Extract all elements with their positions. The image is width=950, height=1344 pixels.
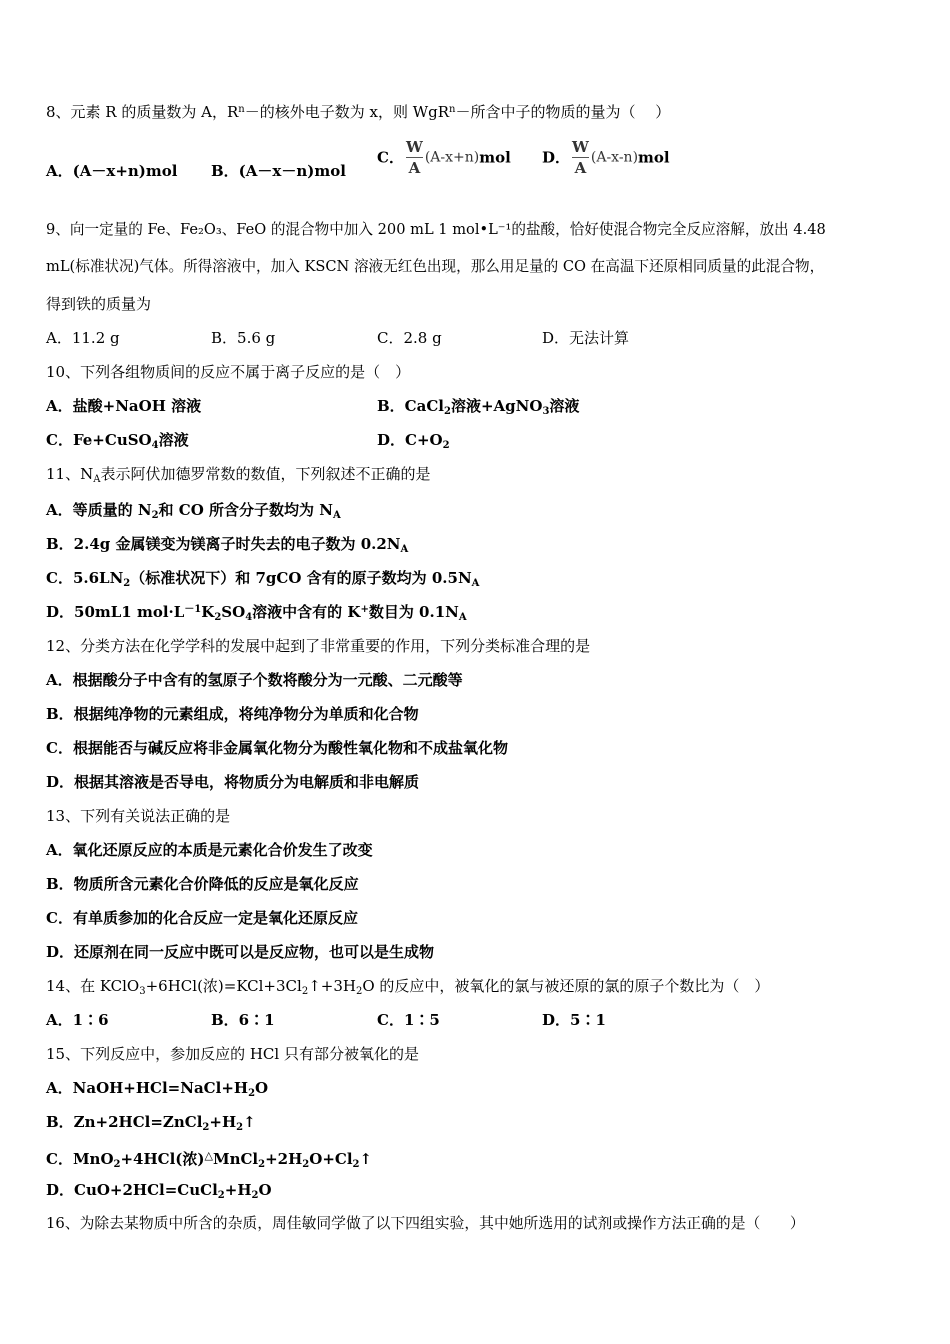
question-14-option-c[interactable]: C．1∶5 [377,1011,440,1029]
question-13-option-c[interactable]: C．有单质参加的化合反应一定是氧化还原反应 [46,909,358,927]
question-10-stem: 10、下列各组物质间的反应不属于离子反应的是（ ） [46,363,411,381]
question-11-option-a[interactable]: A．等质量的 $N_2$和 CO 所含分子数均为 $N_A$ [46,501,341,521]
question-9-stem-line-2: mL(标准状况)气体。所得溶液中，加入 KSCN 溶液无红色出现，那么用足量的 CO 在高温下还原相同质量的此混合物， [46,258,825,275]
question-14-option-d[interactable]: D．5∶1 [542,1011,606,1029]
question-8-option-d[interactable]: D． $\frac{W}{A}$ (A-x-n)mol [542,138,670,177]
heating-triangle-icon: △ [204,1149,213,1162]
question-13-stem: 13、下列有关说法正确的是 [46,807,231,825]
question-11-option-b[interactable]: B．2.4g 金属镁变为镁离子时失去的电子数为 $0.2N_A$ [46,535,409,555]
question-10-option-c[interactable]: C．Fe+CuSO$_4$溶液 [46,431,189,451]
question-8-stem: 8、元素 R 的质量数为 A，$R^n-$的核外电子数为 x，则 WgR$^n$－所含中子的物质的量为（ ） [46,103,671,121]
question-11-option-c[interactable]: C．$5.6LN_2$（标准状况下）和 7gCO 含有的原子数均为 $0.5N_A$ [46,569,480,589]
question-9-option-c[interactable]: C．2.8 g [377,329,442,347]
question-12-option-b[interactable]: B．根据纯净物的元素组成，将纯净物分为单质和化合物 [46,705,419,723]
question-9-option-b[interactable]: B．5.6 g [211,329,276,347]
question-9-stem-line-1: 9、向一定量的 Fe、Fe₂O₃、FeO 的混合物中加入 200 mL 1 mol•L⁻¹的盐酸，恰好使混合物完全反应溶解，放出 4.48 [46,221,826,238]
question-13-option-d[interactable]: D．还原剂在同一反应中既可以是反应物，也可以是生成物 [46,943,435,961]
question-13-option-b[interactable]: B．物质所含元素化合价降低的反应是氧化反应 [46,875,359,893]
question-13-option-a[interactable]: A．氧化还原反应的本质是元素化合价发生了改变 [46,841,373,859]
question-9-option-d[interactable]: D．无法计算 [542,329,630,347]
fraction-w-over-a: $\frac{W}{A}$ [572,138,589,177]
question-15-option-d[interactable]: D．$CuO+2HCl=CuCl_2+H_2O$ [46,1181,272,1201]
question-11-stem: 11、$N_A$表示阿伏加德罗常数的数值，下列叙述不正确的是 [46,465,431,485]
question-11-option-d[interactable]: D．50mL1 $mol\cdot L^{-1}K_2SO_4$溶液中含有的 K+数目为 $0.1N_A$ [46,603,467,623]
question-12-option-c[interactable]: C．根据能否与碱反应将非金属氧化物分为酸性氧化物和不成盐氧化物 [46,739,508,757]
question-8-option-b[interactable]: B．(A－x－n)mol [211,162,346,180]
question-10-option-d[interactable]: D．$C+O_2$ [377,431,450,451]
question-14-stem: 14、在 KClO$_3$+6HCl(浓)$=KCl+3Cl_2↑+3H_2O$ 的反应中，被氧化的氯与被还原的氯的原子个数比为（ ） [46,977,770,997]
question-14-option-b[interactable]: B．6∶1 [211,1011,275,1029]
question-8-option-c[interactable]: C． $\frac{W}{A}$ (A-x+n)mol [377,138,511,177]
question-9-option-a[interactable]: A．11.2 g [46,329,120,347]
question-12-option-a[interactable]: A．根据酸分子中含有的氢原子个数将酸分为一元酸、二元酸等 [46,671,463,689]
question-10-option-a[interactable]: A．盐酸+NaOH 溶液 [46,397,202,415]
question-12-stem: 12、分类方法在化学学科的发展中起到了非常重要的作用，下列分类标准合理的是 [46,637,591,655]
question-14-option-a[interactable]: A．1∶6 [46,1011,109,1029]
fraction-w-over-a: $\frac{W}{A}$ [405,138,423,177]
question-8-option-a[interactable]: A．(A－x+n)mol [46,162,178,180]
question-15-option-c[interactable]: C．MnO$_2$+4HCl(浓)$^\triangle MnCl_2+2H_2O+Cl_2↑$ [46,1149,373,1170]
question-12-option-d[interactable]: D．根据其溶液是否导电，将物质分为电解质和非电解质 [46,773,420,791]
question-10-option-b[interactable]: B．CaCl$_2$溶液+AgNO$_3$溶液 [377,397,580,417]
question-15-option-b[interactable]: B．$Zn+2HCl=ZnCl_2+H_2↑$ [46,1113,256,1133]
question-9-stem-line-3: 得到铁的质量为 [46,295,152,313]
question-15-stem: 15、下列反应中，参加反应的 HCl 只有部分被氧化的是 [46,1045,419,1063]
question-15-option-a[interactable]: A．$NaOH+HCl=NaCl+H_2O$ [46,1079,269,1099]
question-16-stem: 16、为除去某物质中所含的杂质，周佳敏同学做了以下四组实验，其中她所选用的试剂或操作方法正确的是（ ） [46,1215,805,1232]
